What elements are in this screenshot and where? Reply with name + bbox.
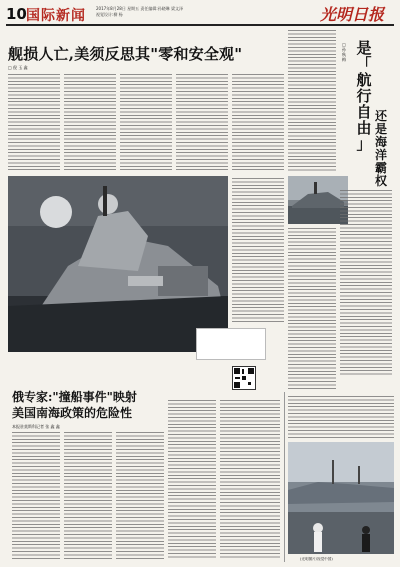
article1-body-col-4 — [176, 74, 228, 172]
damaged-destroyer-photo — [8, 176, 228, 352]
article1-body-col-5 — [232, 74, 284, 172]
article1-byline: □ 倪 玉 鑫 — [8, 65, 28, 70]
article1-body-col-3 — [120, 74, 172, 172]
article1-body-col-7 — [232, 178, 284, 324]
side-article-title-line2: 还 是 海 洋 霸 权 — [374, 109, 387, 188]
article2-body-col-4 — [168, 400, 216, 560]
side-article-body-col-1 — [340, 190, 392, 375]
article1-body-col-1 — [8, 74, 60, 172]
article2-body-col-2 — [64, 432, 112, 560]
article2-body-col-5 — [220, 400, 280, 560]
photo-caption-text — [288, 396, 394, 438]
newspaper-logo: 光明日报 — [320, 5, 385, 24]
header-rule — [6, 24, 394, 26]
article1-body-col-2 — [64, 74, 116, 172]
naval-ceremony-photo — [288, 442, 394, 554]
article2-body-col-1 — [12, 432, 60, 560]
info-box — [196, 328, 266, 360]
side-article-title-line1: 是 「 航 行 自 由 」 — [356, 39, 372, 153]
page-number: 10 — [6, 5, 27, 23]
article1-body-col-6 — [288, 30, 336, 172]
issue-date-line: 2017年8月28日 星期五 责任编辑:孙晓琳 梁文泽 — [96, 6, 183, 11]
article2-byline: 本报驻莫斯科记者 张 鑫 鑫 — [12, 424, 60, 429]
article2-headline-line2: 美国南海政策的危险性 — [12, 406, 133, 420]
warship-small-photo — [288, 176, 348, 224]
column-divider — [284, 392, 285, 562]
sidebar-text-col — [288, 228, 336, 328]
article2-headline-line1: 俄专家:"撞船事件"映射 — [12, 390, 137, 404]
qr-code — [232, 366, 256, 390]
side-article-body-col-2 — [288, 330, 336, 390]
side-article-author: □ 孙 秋 梅 — [342, 42, 346, 62]
section-title: 国际新闻 — [26, 8, 86, 24]
issue-date-line-2: 视觉设计:柳 杨 — [96, 12, 123, 17]
article1-headline: 舰损人亡,美须反思其"零和安全观" — [8, 45, 243, 63]
photo-credit: (光明图片/视觉中国) — [300, 557, 333, 561]
article2-body-col-3 — [116, 432, 164, 560]
